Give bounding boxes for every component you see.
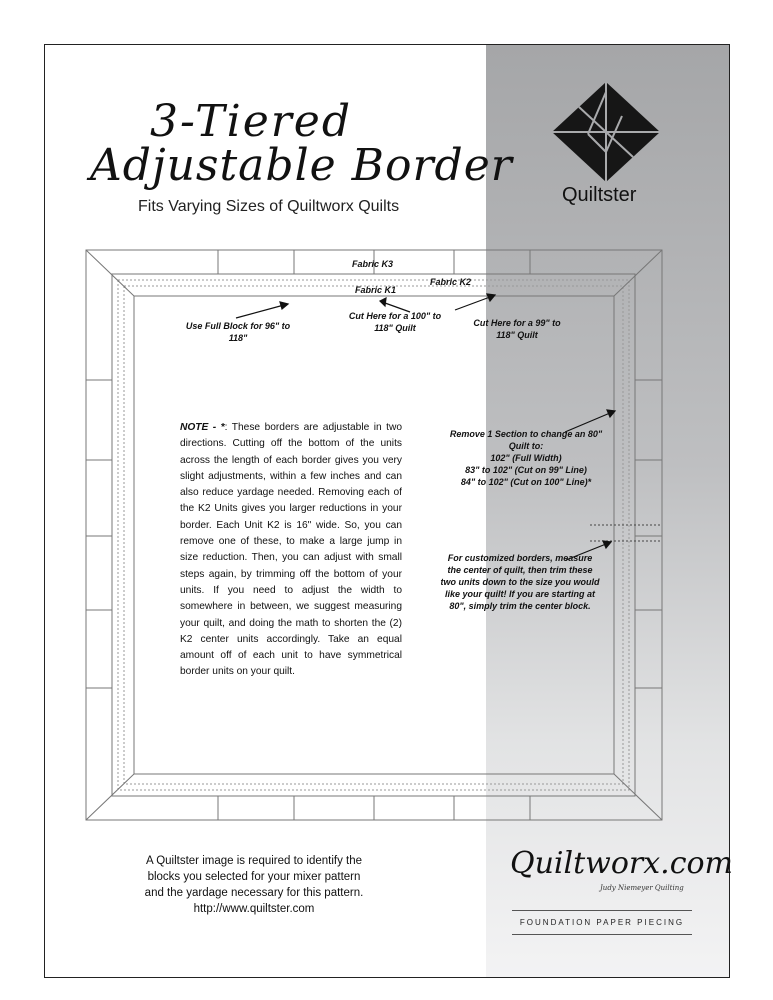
remove-section-line5: 84" to 102" (Cut on 100" Line)* [460,477,592,487]
title-line-2: Adjustable Border [90,140,513,191]
divider-bottom [512,934,692,935]
customized-borders-note: For customized borders, measure the center of quilt, then trim these two units down to the size you would like your quilt! If you are starting at 80", simply trim the center block. [440,553,600,611]
quiltworx-logo: Quiltworx.com [510,846,734,881]
remove-section-note [446,428,606,488]
remove-section-line1: Remove 1 Section to change an 80" [449,429,603,439]
remove-section-line3: 102" (Full Width) [490,453,562,463]
cut-99-label: Cut Here for a 99" to 118" Quilt [473,318,561,340]
remove-section-line2: Quilt to: [508,441,544,451]
footer-note: A Quiltster image is required to identify the blocks you selected for your mixer pattern and the yardage necessary for this pattern. http://www.quiltster.com [144,855,364,915]
quiltster-brand-name: Quiltster [562,184,637,206]
subtitle: Fits Varying Sizes of Quiltworx Quilts [138,198,400,215]
fabric-k2-label: Fabric K2 [430,277,472,287]
use-full-block-label: Use Full Block for 96" to 118" [185,321,291,343]
note-paragraph [180,420,402,681]
remove-section-line4: 83" to 102" (Cut on 99" Line) [465,465,587,475]
note-text: : These borders are adjustable in two directions. Cutting off the bottom of the units across the length of each border gives you very slight adjustments, within a few inches and can also reduce yardage needed. Removing each of the K2 Units gives you larger reductions in your border. Each Unit K2 is 16" wide. So, you can remove one of these, to make a large jump in size reduction. Then, you can adjust with small steps again, by trimming off the bottom of your units. If you need to adjust the width to somewhere in between, we suggest measuring your quilt, and doing the math to shorten the (2) K2 center units accordingly. Take an equal amount off of each unit to have symmetrical border units on your quilt. [180,422,403,678]
fabric-k3-label: Fabric K3 [352,259,394,269]
title-line-1: 3-Tiered [150,96,352,147]
divider-top [512,910,692,911]
note-lead: NOTE - * [180,422,225,433]
foundation-paper-piecing-label: FOUNDATION PAPER PIECING [519,918,685,927]
fabric-k1-label: Fabric K1 [355,285,397,295]
cut-100-label: Cut Here for a 100" to 118" Quilt [348,311,442,333]
quiltworx-tagline: Judy Niemeyer Quilting [600,884,684,892]
